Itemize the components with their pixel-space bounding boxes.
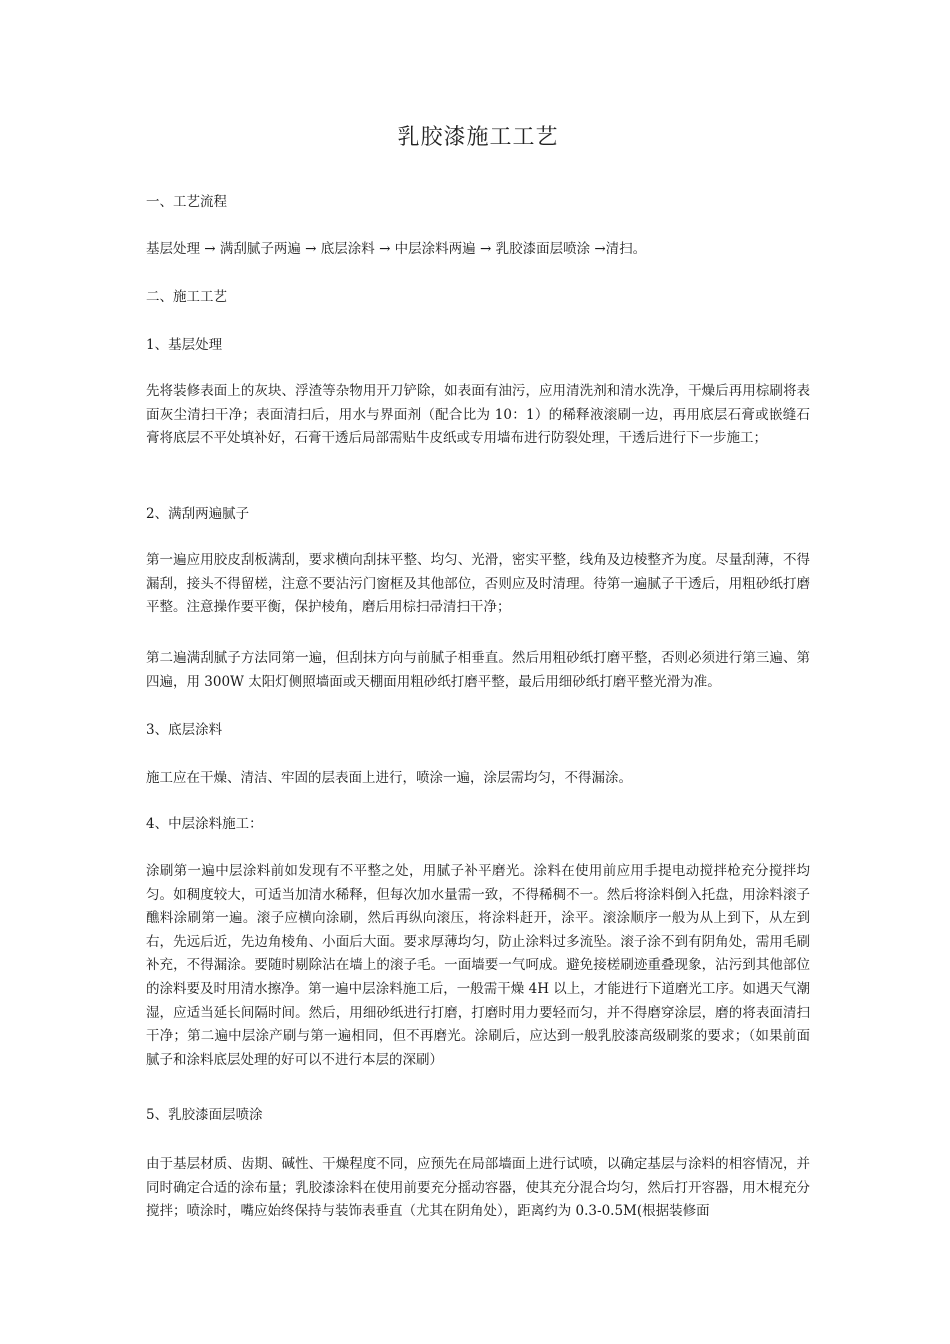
subsection-heading-middle-coating: 4、中层涂料施工：: [146, 816, 263, 832]
section-heading-construction: 二、施工工艺: [146, 289, 227, 305]
process-flow-text: 基层处理 → 满刮腻子两遍 → 底层涂料 → 中层涂料两遍 → 乳胶漆面层喷涂 →清扫。: [146, 241, 647, 257]
paragraph-top-coat: 由于基层材质、齿期、碱性、干燥程度不同，应预先在局部墙面上进行试喷，以确定基层与涂料的相容情况，并同时确定合适的涂布量；乳胶漆涂料在使用前要充分摇动容器，使其充分混合均匀，然后打开容器，用木棍充分搅拌；喷涂时，嘴应始终保持与装饰表垂直（尤其在阴角处），距离约为 0.3-0.5M(根据装修面: [146, 1156, 810, 1220]
subsection-heading-base-treatment: 1、基层处理: [146, 337, 223, 353]
subsection-heading-putty: 2、满刮两遍腻子: [146, 506, 250, 522]
paragraph-base-coating: 施工应在干燥、清洁、牢固的层表面上进行，喷涂一遍，涂层需均匀，不得漏涂。: [146, 770, 632, 786]
document-title: 乳胶漆施工工艺: [397, 125, 559, 150]
paragraph-putty-first: 第一遍应用胶皮刮板满刮，要求横向刮抹平整、均匀、光滑，密实平整，线角及边棱整齐为度。尽量刮薄，不得漏刮，接头不得留槎，注意不要沾污门窗框及其他部位，否则应及时清理。待第一遍腻子干透后，用粗砂纸打磨平整。注意操作要平衡，保护棱角，磨后用棕扫帚清扫干净；: [146, 552, 810, 616]
paragraph-middle-coating: 涂刷第一遍中层涂料前如发现有不平整之处，用腻子补平磨光。涂料在使用前应用手提电动搅拌枪充分搅拌均匀。如稠度较大，可适当加清水稀释，但每次加水量需一致，不得稀稠不一。然后将涂料倒入托盘，用涂料滚子醮料涂刷第一遍。滚子应横向涂刷，然后再纵向滚压，将涂料赶开，涂平。滚涂顺序一般为从上到下，从左到右，先远后近，先边角棱角、小面后大面。要求厚薄均匀，防止涂料过多流坠。滚子涂不到有阴角处，需用毛刷补充，不得漏涂。要随时剔除沾在墙上的滚子毛。一面墙要一气呵成。避免接槎刷迹重叠现象，沾污到其他部位的涂料要及时用清水擦净。第一遍中层涂料施工后，一般需干燥 4H 以上，才能进行下道磨光工序。如遇天气潮湿，应适当延长间隔时间。然后，用细砂纸进行打磨，打磨时用力要轻而匀，并不得磨穿涂层，磨的将表面清扫干净；第二遍中层涂产刷与第一遍相同，但不再磨光。涂刷后，应达到一般乳胶漆高级刷浆的要求；（如果前面腻子和涂料底层处理的好可以不进行本层的深刷）: [146, 863, 810, 1068]
paragraph-base-treatment: 先将装修表面上的灰块、浮渣等杂物用开刀铲除，如表面有油污，应用清洗剂和清水洗净，干燥后再用棕刷将表面灰尘清扫干净；表面清扫后，用水与界面剂（配合比为 10：1）的稀释液滚刷一边，再用底层石膏或嵌缝石膏将底层不平处填补好，石膏干透后局部需贴牛皮纸或专用墙布进行防裂处理，干透后进行下一步施工；: [146, 383, 810, 447]
paragraph-putty-second: 第二遍满刮腻子方法同第一遍，但刮抹方向与前腻子相垂直。然后用粗砂纸打磨平整，否则必须进行第三遍、第四遍，用 300W 太阳灯侧照墙面或天棚面用粗砂纸打磨平整，最后用细砂纸打磨平整光滑为准。: [146, 650, 810, 690]
subsection-heading-top-coat: 5、乳胶漆面层喷涂: [146, 1107, 263, 1123]
subsection-heading-base-coating: 3、底层涂料: [146, 722, 223, 738]
section-heading-process: 一、工艺流程: [146, 194, 227, 210]
